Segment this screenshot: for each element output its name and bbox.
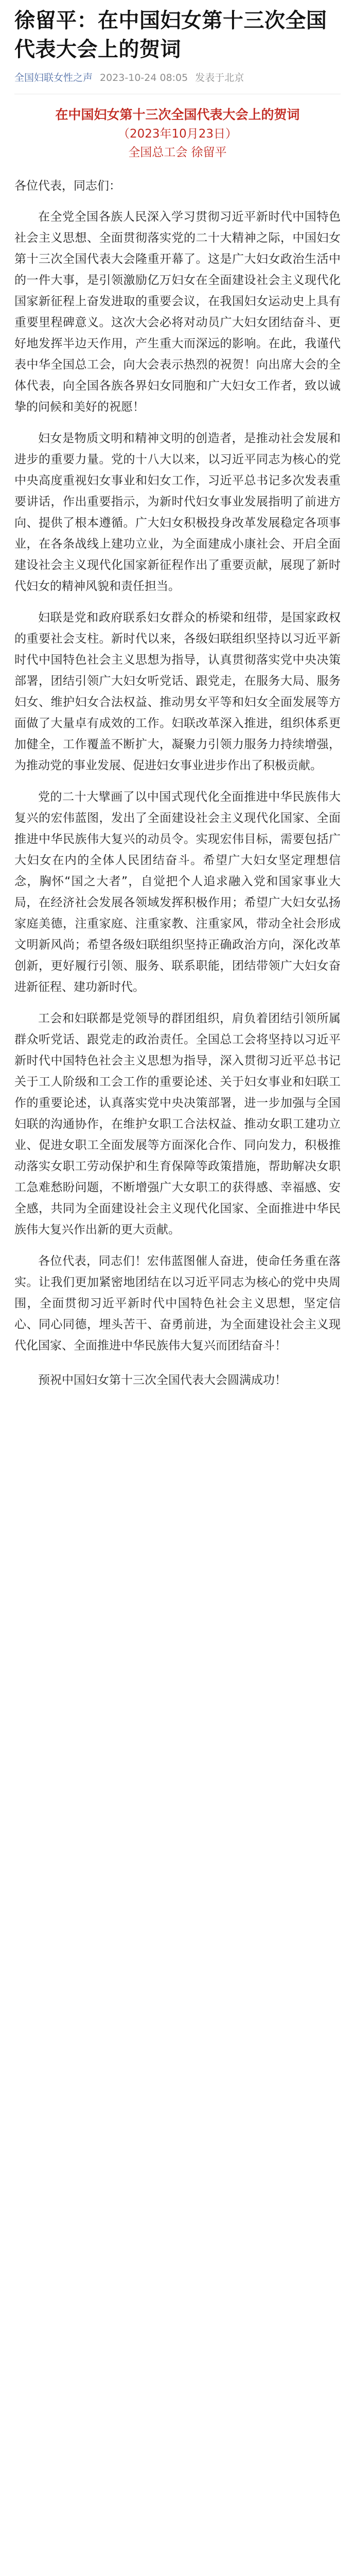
paragraph-3: 妇联是党和政府联系妇女群众的桥梁和纽带，是国家政权的重要社会支柱。新时代以来，各级妇联组织坚持以习近平新时代中国特色社会主义思想为指导，认真贯彻落实党中央决策部署，团结引领广大妇女听党话、跟党走，在服务大局、服务妇女、维护妇女合法权益、推动男女平等和妇女全面发展等方面做了大量卓有成效的工作。妇联改革深入推进，组织体系更加健全，工作覆盖不断扩大，凝聚力引领力服务力持续增强，为推动党的事业发展、促进妇女事业进步作出了积极贡献。 — [14, 611, 341, 772]
speech-body — [14, 207, 341, 1391]
paragraph-2: 妇女是物质文明和精神文明的创造者，是推动社会发展和进步的重要力量。党的十八大以来，以习近平同志为核心的党中央高度重视妇女事业和妇女工作，习近平总书记多次发表重要讲话，作出重要指示，为新时代妇女事业发展指明了前进方向、提供了根本遵循。广大妇女积极投身改革发展稳定各项事业，在各条战线上建功立业，为全面建成小康社会、开启全面建设社会主义现代化国家新征程作出了重要贡献，展现了新时代妇女的精神风貌和责任担当。 — [14, 432, 341, 593]
article-meta — [14, 71, 341, 84]
publish-location: 发表于北京 — [195, 72, 244, 83]
closing-wish: 预祝中国妇女第十三次全国代表大会圆满成功！ — [38, 1374, 287, 1387]
paragraph-4: 党的二十大擘画了以中国式现代化全面推进中华民族伟大复兴的宏伟蓝图，发出了全面建设社会主义现代化国家、全面推进中华民族伟大复兴的动员令。实现宏伟目标，需要包括广大妇女在内的全体人民团结奋斗。希望广大妇女坚定理想信念，胸怀“国之大者”，自觉把个人追求融入党和国家事业大局，在经济社会发展各领域发挥积极作用；希望广大妇女弘扬家庭美德，注重家庭、注重家教、注重家风，带动全社会形成文明新风尚；希望各级妇联组织坚持正确政治方向，深化改革创新，更好履行引领、服务、联系职能，团结带领广大妇女奋进新征程、建功新时代。 — [14, 790, 341, 994]
paragraph-1: 在全党全国各族人民深入学习贯彻习近平新时代中国特色社会主义思想、全面贯彻落实党的二十大精神之际，中国妇女第十三次全国代表大会隆重开幕了。这是广大妇女政治生活中的一件大事，是引领激励亿万妇女在全面建设社会主义现代化国家新征程上奋发进取的重要会议，在我国妇女运动史上具有重要里程碑意义。这次大会必将对动员广大妇女团结奋斗、更好地发挥半边天作用，产生重大而深远的影响。在此，我谨代表中华全国总工会，向大会表示热烈的祝贺！向出席大会的全体代表，向全国各族各界妇女同胞和广大妇女工作者，致以诚挚的问候和美好的祝愿！ — [14, 210, 341, 414]
salutation: 各位代表，同志们： — [14, 179, 121, 193]
document-heading: 在中国妇女第十三次全国代表大会上的贺词 — [55, 107, 300, 122]
article-title: 徐留平：在中国妇女第十三次全国代表大会上的贺词 — [14, 9, 327, 61]
document-date: （2023年10月23日） — [117, 127, 238, 141]
document-speaker: 全国总工会 徐留平 — [128, 146, 227, 159]
paragraph-5: 工会和妇联都是党领导的群团组织，肩负着团结引领所属群众听党话、跟党走的政治责任。全国总工会将坚持以习近平新时代中国特色社会主义思想为指导，深入贯彻习近平总书记关于工人阶级和工会工作的重要论述、关于妇女事业和妇联工作的重要论述，认真落实党中央决策部署，进一步加强与全国妇联的沟通协作，在维护女职工合法权益、推动女职工建功立业、促进女职工全面发展等方面深化合作、同向发力，积极推动落实女职工劳动保护和生育保障等政策措施，帮助解决女职工急难愁盼问题，不断增强广大女职工的获得感、幸福感、安全感，共同为全面建设社会主义现代化国家、全面推进中华民族伟大复兴作出新的更大贡献。 — [14, 1012, 341, 1236]
source-account-link[interactable]: 全国妇联女性之声 — [14, 72, 93, 83]
paragraph-6: 各位代表，同志们！宏伟蓝图催人奋进，使命任务重在落实。让我们更加紧密地团结在以习近平同志为核心的党中央周围，全面贯彻习近平新时代中国特色社会主义思想，坚定信心、同心同德，埋头苦干、奋勇前进，为全面建设社会主义现代化国家、全面推进中华民族伟大复兴而团结奋斗！ — [14, 1255, 341, 1352]
publish-datetime: 2023-10-24 08:05 — [100, 72, 188, 83]
